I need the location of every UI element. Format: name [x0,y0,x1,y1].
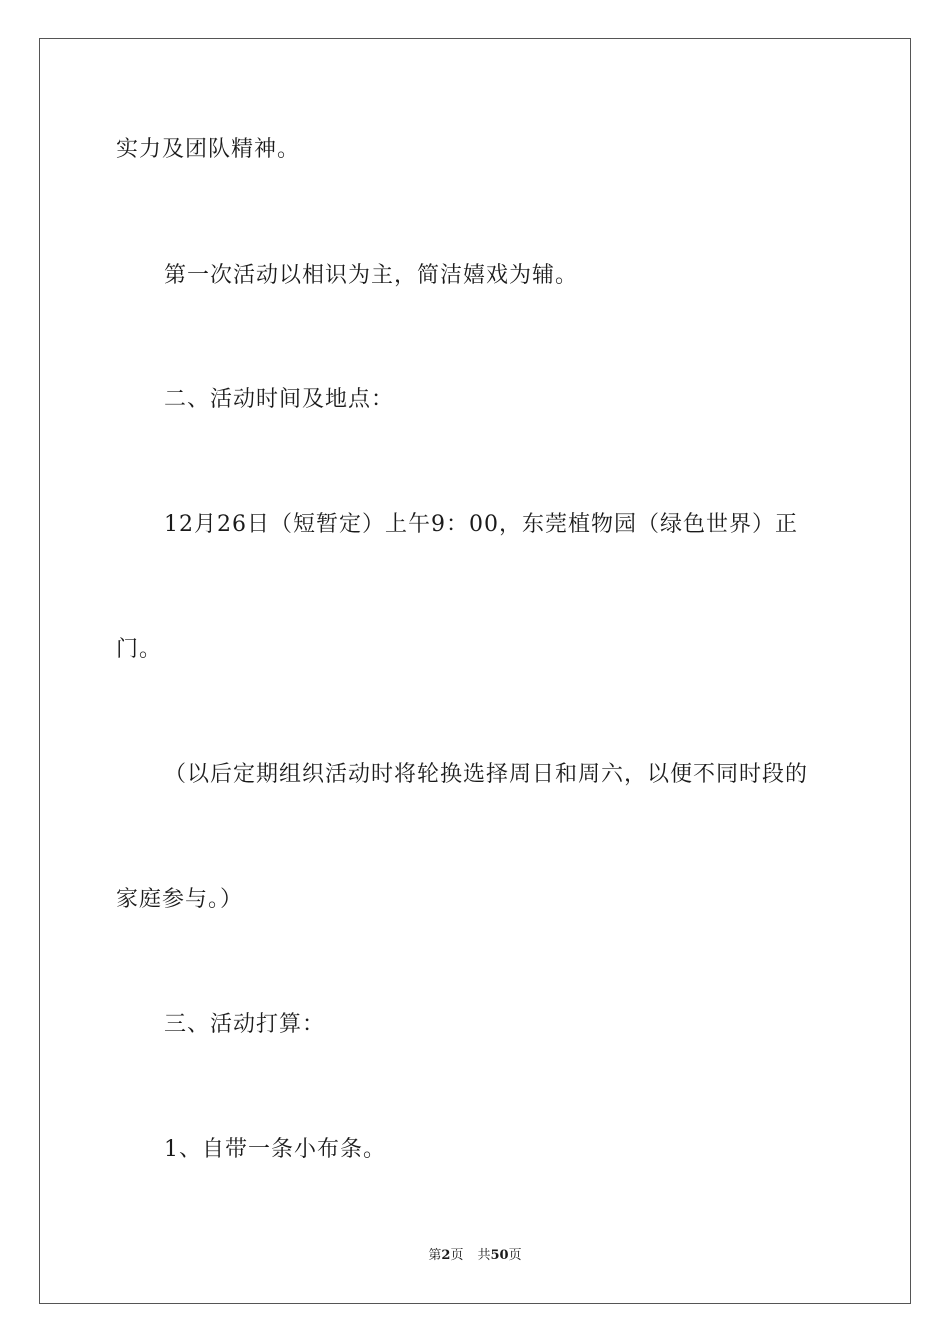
paragraph-schedule-note: （以后定期组织活动时将轮换选择周日和周六，以便不同时段的 [164,762,809,787]
page-border [39,38,911,1304]
footer-page-suffix: 页 [450,1248,464,1263]
paragraph-date-location-cont: 门。 [116,637,163,662]
footer-total-pages: 50 [490,1248,509,1263]
list-item-cloth-strip: 1、自带一条小布条。 [164,1137,386,1162]
section-heading-time-place: 二、活动时间及地点： [164,387,395,412]
paragraph-continuation: 实力及团队精神。 [116,137,301,162]
page-footer [0,1248,950,1264]
footer-page-number: 2 [441,1248,451,1263]
footer-total-prefix: 共 [477,1248,491,1263]
paragraph-schedule-note-cont: 家庭参与。） [116,887,244,912]
paragraph-date-location: 12月26日（短暂定）上午9：00，东莞植物园（绿色世界）正 [164,512,798,537]
footer-page-prefix: 第 [428,1248,442,1263]
section-heading-plan: 三、活动打算： [164,1012,326,1037]
footer-total-suffix: 页 [508,1248,522,1263]
paragraph-first-activity: 第一次活动以相识为主，简洁嬉戏为辅。 [164,263,579,288]
